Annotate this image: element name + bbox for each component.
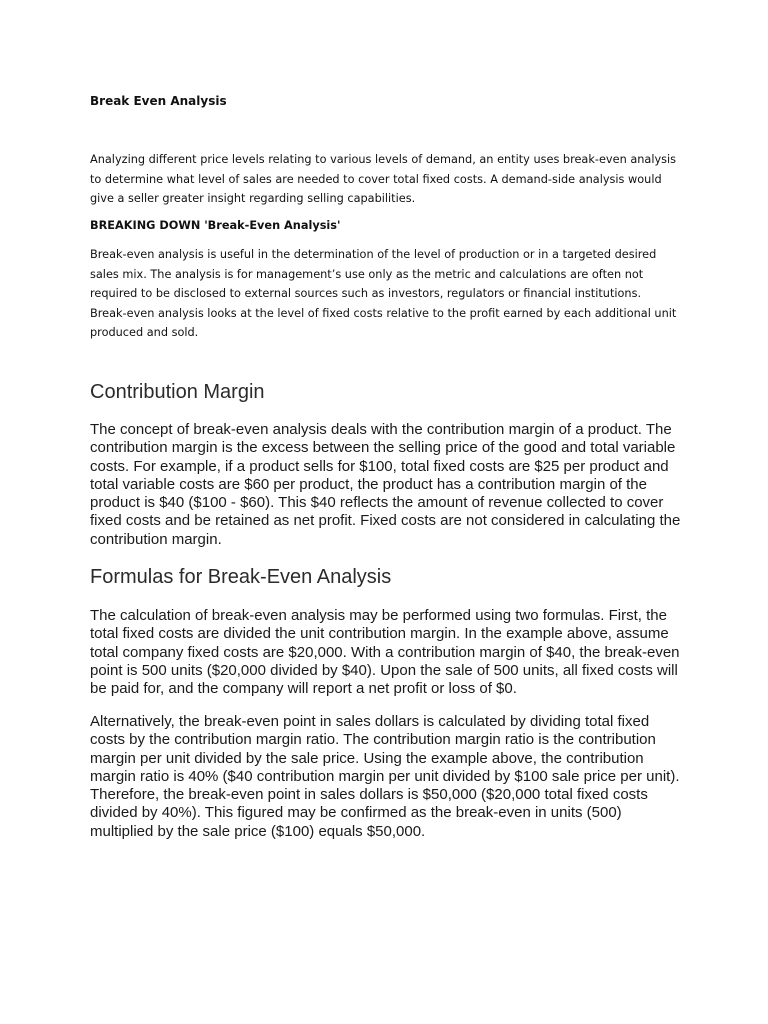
formulas-paragraph-1: The calculation of break-even analysis may be performed using two formulas. First, the total fixed costs are divided the unit contribution margin. In the example above, assume total company fixed costs are $20,000. With a contribution margin of $40, the break-even point is 500 units ($20,000 divided by $40). Upon the sale of 500 units, all fixed costs will be paid for, and the company will report a net profit or loss of $0. bbox=[90, 607, 680, 698]
breaking-down-paragraph: Break-even analysis is useful in the determination of the level of production or in a targeted desired sales mix. The analysis is for management’s use only as the metric and calculations are often not required to be disclosed to external sources such as investors, regulators or financial institutions. Break-even analysis looks at the level of fixed costs relative to the profit earned by each additional unit produced and sold. bbox=[90, 248, 677, 339]
breaking-down-heading: BREAKING DOWN 'Break-Even Analysis' bbox=[90, 219, 341, 232]
document-title: Break Even Analysis bbox=[90, 94, 227, 108]
intro-paragraph: Analyzing different price levels relating to various levels of demand, an entity uses break-even analysis to determine what level of sales are needed to cover total fixed costs. A demand-side analysis would give a seller greater insight regarding selling capabilities. bbox=[90, 153, 677, 205]
formulas-paragraph-2: Alternatively, the break-even point in sales dollars is calculated by dividing total fixed costs by the contribution margin ratio. The contribution margin ratio is the contribution margin per unit divided by the sale price. Using the example above, the contribution margin ratio is 40% ($40 contribution margin per unit divided by $100 sale price per unit). Therefore, the break-even point in sales dollars is $50,000 ($20,000 total fixed costs divided by 40%). This figured may be confirmed as the break-even in units (500) multiplied by the sale price ($100) equals $50,000. bbox=[90, 713, 680, 840]
formulas-heading: Formulas for Break-Even Analysis bbox=[90, 566, 392, 588]
contribution-margin-heading: Contribution Margin bbox=[90, 381, 265, 403]
contribution-margin-paragraph: The concept of break-even analysis deals with the contribution margin of a product. The contribution margin is the excess between the selling price of the good and total variable costs. For example, if a product sells for $100, total fixed costs are $25 per product and total variable costs are $60 per product, the product has a contribution margin of the product is $40 ($100 - $60). This $40 reflects the amount of revenue collected to cover fixed costs and be retained as net profit. Fixed costs are not considered in calculating the contribution margin. bbox=[90, 421, 681, 548]
